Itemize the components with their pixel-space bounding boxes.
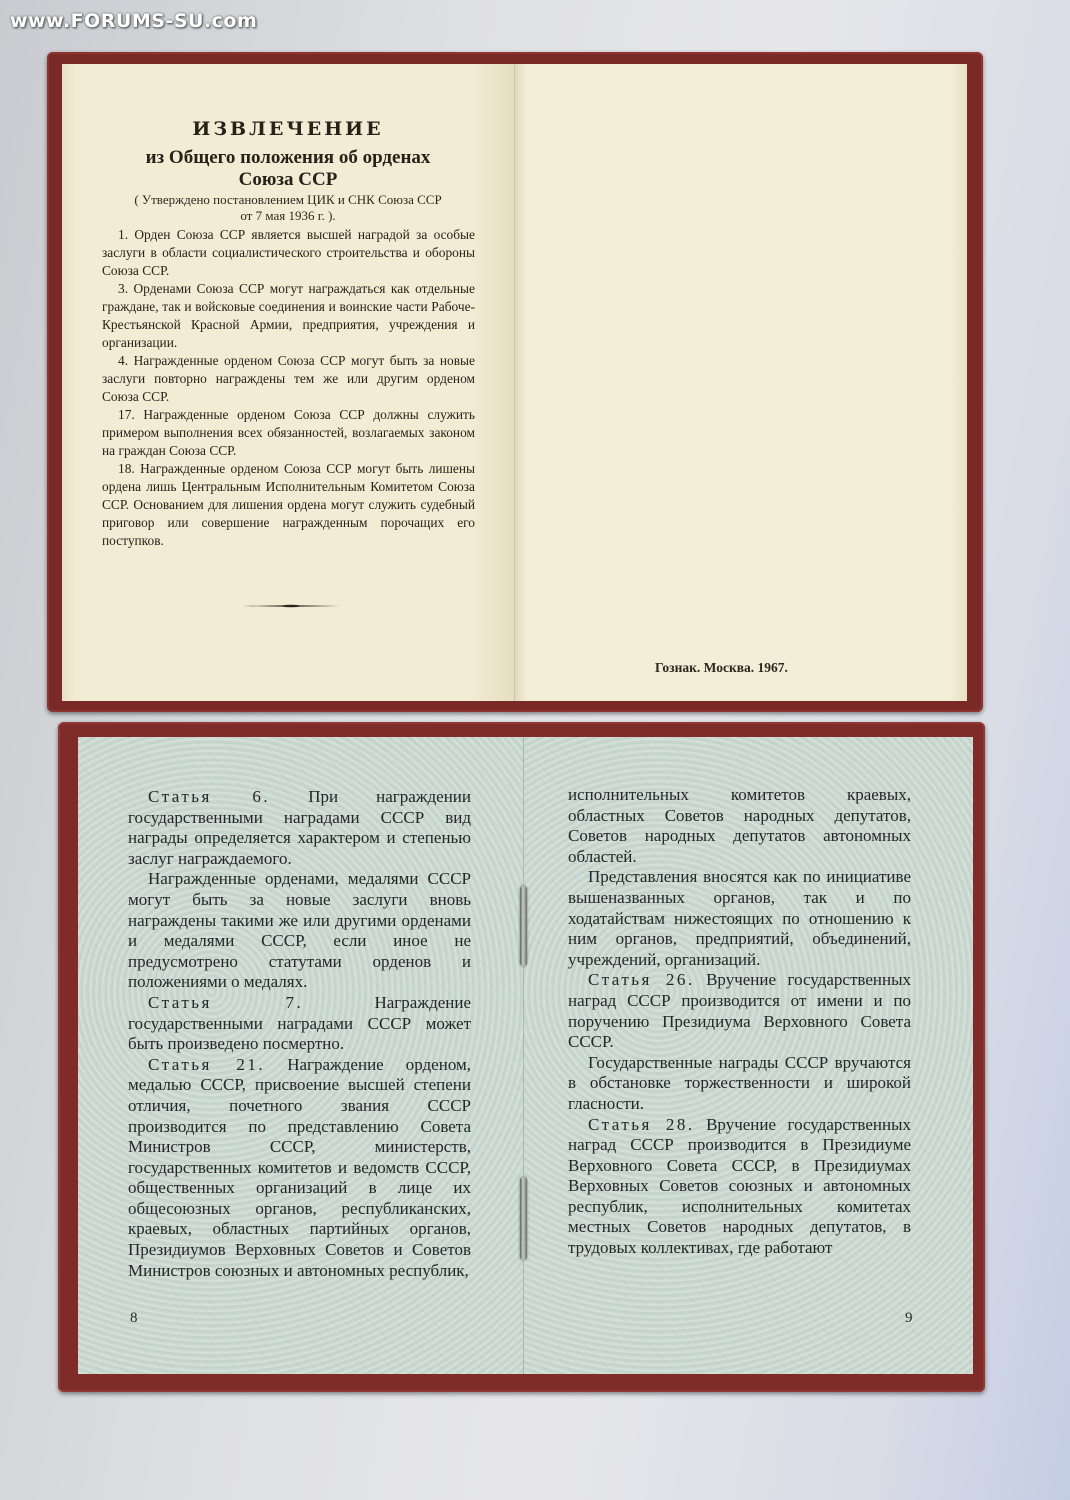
article-21-text: Награждение орденом, медалью СССР, присвоение высшей степени отличия, почетного звания СССР производится по представлению Совета Министров СССР, министерств, государственных комитетов и ведомств СССР, общественных организаций в лице их общесоюзных органов, республиканских, краевых, областных партийных органов, Президиумов Верховных Советов и Советов Министров союзных и автономных республик,	[128, 1054, 472, 1280]
continuation-paragraph: исполнительных комитетов краевых, областных Советов народных депутатов, Советов народных депутатов автономных областей.	[568, 785, 911, 866]
ornament-rule	[242, 604, 340, 608]
extract-body	[102, 226, 475, 550]
article-21-label: Статья 21.	[148, 1054, 266, 1074]
extract-subtitle-line1: из Общего положения об орденах	[145, 147, 431, 168]
ceremony-paragraph: Государственные награды СССР вручаются в обстановке торжественности и широкой гласности.	[568, 1052, 911, 1113]
top-right-page	[515, 64, 967, 701]
article-6-paragraph	[128, 787, 471, 869]
extract-subtitle-line2: Союза ССР	[238, 169, 338, 190]
extract-note-line1: ( Утверждено постановлением ЦИК и СНК Союза ССР	[134, 192, 442, 207]
article-28-text: Вручение государственных наград СССР производится в Президиуме Верховного Совета СССР, в Президиумах Верховных Советов союзных и автономных республик, исполнительных комитетах местных Советов народных депутатов, в трудовых коллективах, где работают	[568, 1114, 911, 1258]
article-7-label: Статья 7.	[148, 992, 304, 1012]
staple-lower	[520, 1177, 527, 1260]
article-21-paragraph	[128, 1055, 471, 1282]
staple-upper	[520, 886, 527, 966]
article-7-text: Награждение государственными наградами СССР может быть произведено посмертно.	[128, 992, 471, 1054]
top-left-page	[62, 64, 515, 701]
extract-paragraph-18: 18. Награжденные орденом Союза ССР могут быть лишены ордена лишь Центральным Исполнительным Комитетом Союза ССР. Основанием для лишения ордена могут служить судебный приговор или совершение награжденным порочащих его поступков.	[102, 461, 475, 548]
article-28-label: Статья 28.	[588, 1114, 695, 1134]
submissions-paragraph: Представления вносятся как по инициативе вышеназванных органов, так и по ходатайствам нижестоящих по отношению к ним органов, предприятий, объединений, учреждений, организаций.	[568, 867, 911, 969]
page-9-text	[568, 785, 911, 1259]
article-28-paragraph	[568, 1115, 911, 1259]
page-8-text	[128, 787, 471, 1281]
article-26-text: Вручение государственных наград СССР производится от имени и по поручению Президиума Верховного Совета СССР.	[568, 970, 911, 1052]
extract-note-line2: от 7 мая 1936 г. ).	[240, 208, 336, 223]
extract-title: ИЗВЛЕЧЕНИЕ	[192, 118, 384, 140]
watermark: www.FORUMS-SU.com	[10, 10, 258, 32]
extract-paragraph-17: 17. Награжденные орденом Союза ССР должны служить примером выполнения всех обязанностей, возлагаемых законом на граждан Союза ССР.	[102, 407, 475, 458]
extract-paragraph-1: 1. Орден Союза ССР является высшей наградой за особые заслуги в области социалистического строительства и обороны Союза ССР.	[102, 227, 475, 278]
imprint: Гознак. Москва. 1967.	[655, 660, 788, 675]
article-26-paragraph	[568, 970, 911, 1052]
article-7-paragraph	[128, 993, 471, 1055]
page-number-8: 8	[130, 1310, 138, 1326]
article-26-label: Статья 26.	[588, 970, 695, 990]
page-number-9: 9	[905, 1310, 913, 1326]
extract-paragraph-4: 4. Награжденные орденом Союза ССР могут быть за новые заслуги повторно награждены тем же или другим орденом Союза ССР.	[102, 353, 475, 404]
article-6-label: Статья 6.	[148, 787, 271, 806]
extract-paragraph-3: 3. Орденами Союза ССР могут награждаться как отдельные граждане, так и войсковые соединения и воинские части Рабоче-Крестьянской Красной Армии, предприятия, учреждения и организации.	[102, 281, 475, 350]
repeat-award-paragraph: Награжденные орденами, медалями СССР могут быть за новые заслуги вновь награждены такими же или другими орденами и медалями СССР, если иное не предусмотрено статутами орденов и положениями о медалях.	[128, 869, 471, 992]
article-6-text: При награждении государственными наградами СССР вид награды определяется характером и степенью заслуг награждаемого.	[128, 787, 471, 868]
